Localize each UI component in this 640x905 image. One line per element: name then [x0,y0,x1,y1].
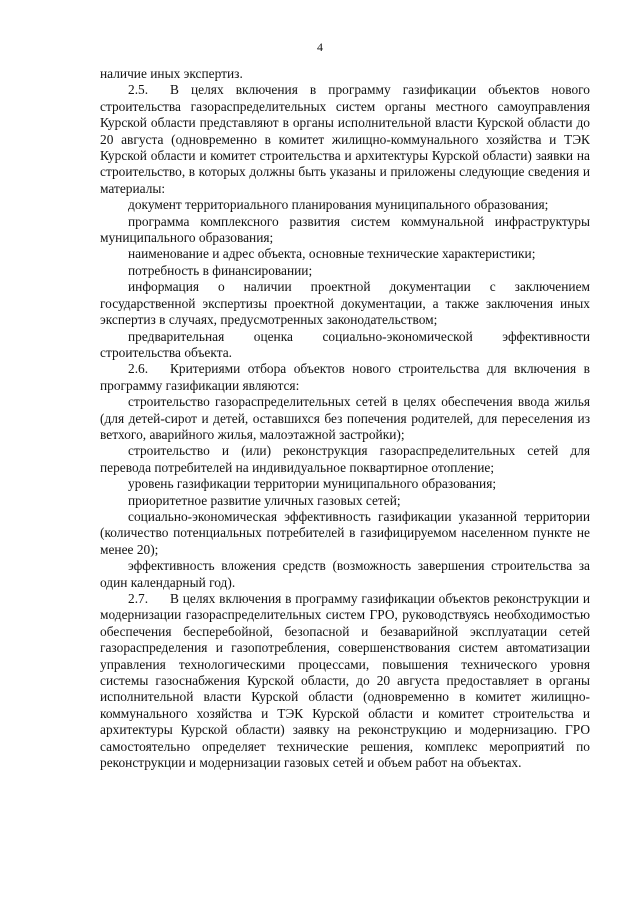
list-item: наименование и адрес объекта, основные технические характеристики; [128,246,536,262]
paragraph-intro: наличие иных экспертиз. [100,66,243,81]
page-number: 4 [317,40,323,54]
list-item: уровень газификации территории муниципального образования; [128,476,497,492]
list-item: строительство и (или) реконструкция газораспределительных сетей для перевода потребителей на индивидуальное поквартирное отопление; [100,443,590,475]
list-item: программа комплексного развития систем коммунальной инфраструктуры муниципального образования; [100,213,590,246]
paragraph-2-5 [100,82,590,197]
clause-number: 2.6. [128,361,149,377]
clause-number: 2.5. [128,82,149,98]
paragraph-text: В целях включения в программу газификации объектов нового строительства газораспределительных систем органы местного самоуправления Курской области представляют в органы исполнительной власти Курской области до 20 августа (одновременно в комитет жилищно-коммунального хозяйства и ТЭК Курской области и комитет строительства и архитектуры Курской области) заявки на строительство, в которых должны быть указаны и приложены следующие сведения и материалы: [100,82,590,196]
list-item: социально-экономическая эффективность газификации указанной территории (количество потенциальных потребителей в газифицируемом населенном пункте не менее 20); [100,508,590,557]
paragraph-text: В целях включения в программу газификации объектов реконструкции и модернизации газораспределительных систем ГРО, руководствуясь необходимостью обеспечения бесперебойной, безопасной и безаварийной эксплуатации сетей газораспределения и газопотребления, совершенствования систем автоматизации управления технологическими процессами, повышения технического уровня системы газоснабжения Курской области, до 20 августа предоставляет в органы исполнительной власти Курской области (одновременно в комитет жилищно- коммунального хозяйства и ТЭК Курской области и комитет строительства и архитектуры Курской области) заявку на реконструкцию и модернизацию. ГРО самостоятельно определяет технические решения, комплекс мероприятий по реконструкции и модернизации газовых сетей и объем работ на объектах. [100,591,590,771]
document-body [100,66,590,771]
list-item: эффективность вложения средств (возможность завершения строительства за один календарный год). [100,558,590,590]
paragraph-2-7 [100,591,590,771]
paragraph-text: Критериями отбора объектов нового строительства для включения в программу газификации являются: [100,361,590,393]
list-item: информация о наличии проектной документации с заключением государственной экспертизы проектной документации, а также заключения иных экспертиз в случаях, предусмотренных законодательством; [100,279,590,328]
paragraph-2-6 [100,361,590,394]
clause-number: 2.7. [128,591,149,606]
list-item: строительство газораспределительных сетей в целях обеспечения ввода жилья (для детей-сирот и детей, оставшихся без попечения родителей, для переселения из ветхого, аварийного жилья, малоэтажной застройки); [100,394,590,442]
list-item: приоритетное развитие уличных газовых сетей; [128,492,401,508]
list-item: документ территориального планирования муниципального образования; [128,197,549,213]
list-item: потребность в финансировании; [128,262,313,278]
list-item: предварительная оценка социально-экономической эффективности строительства объекта. [100,328,590,360]
